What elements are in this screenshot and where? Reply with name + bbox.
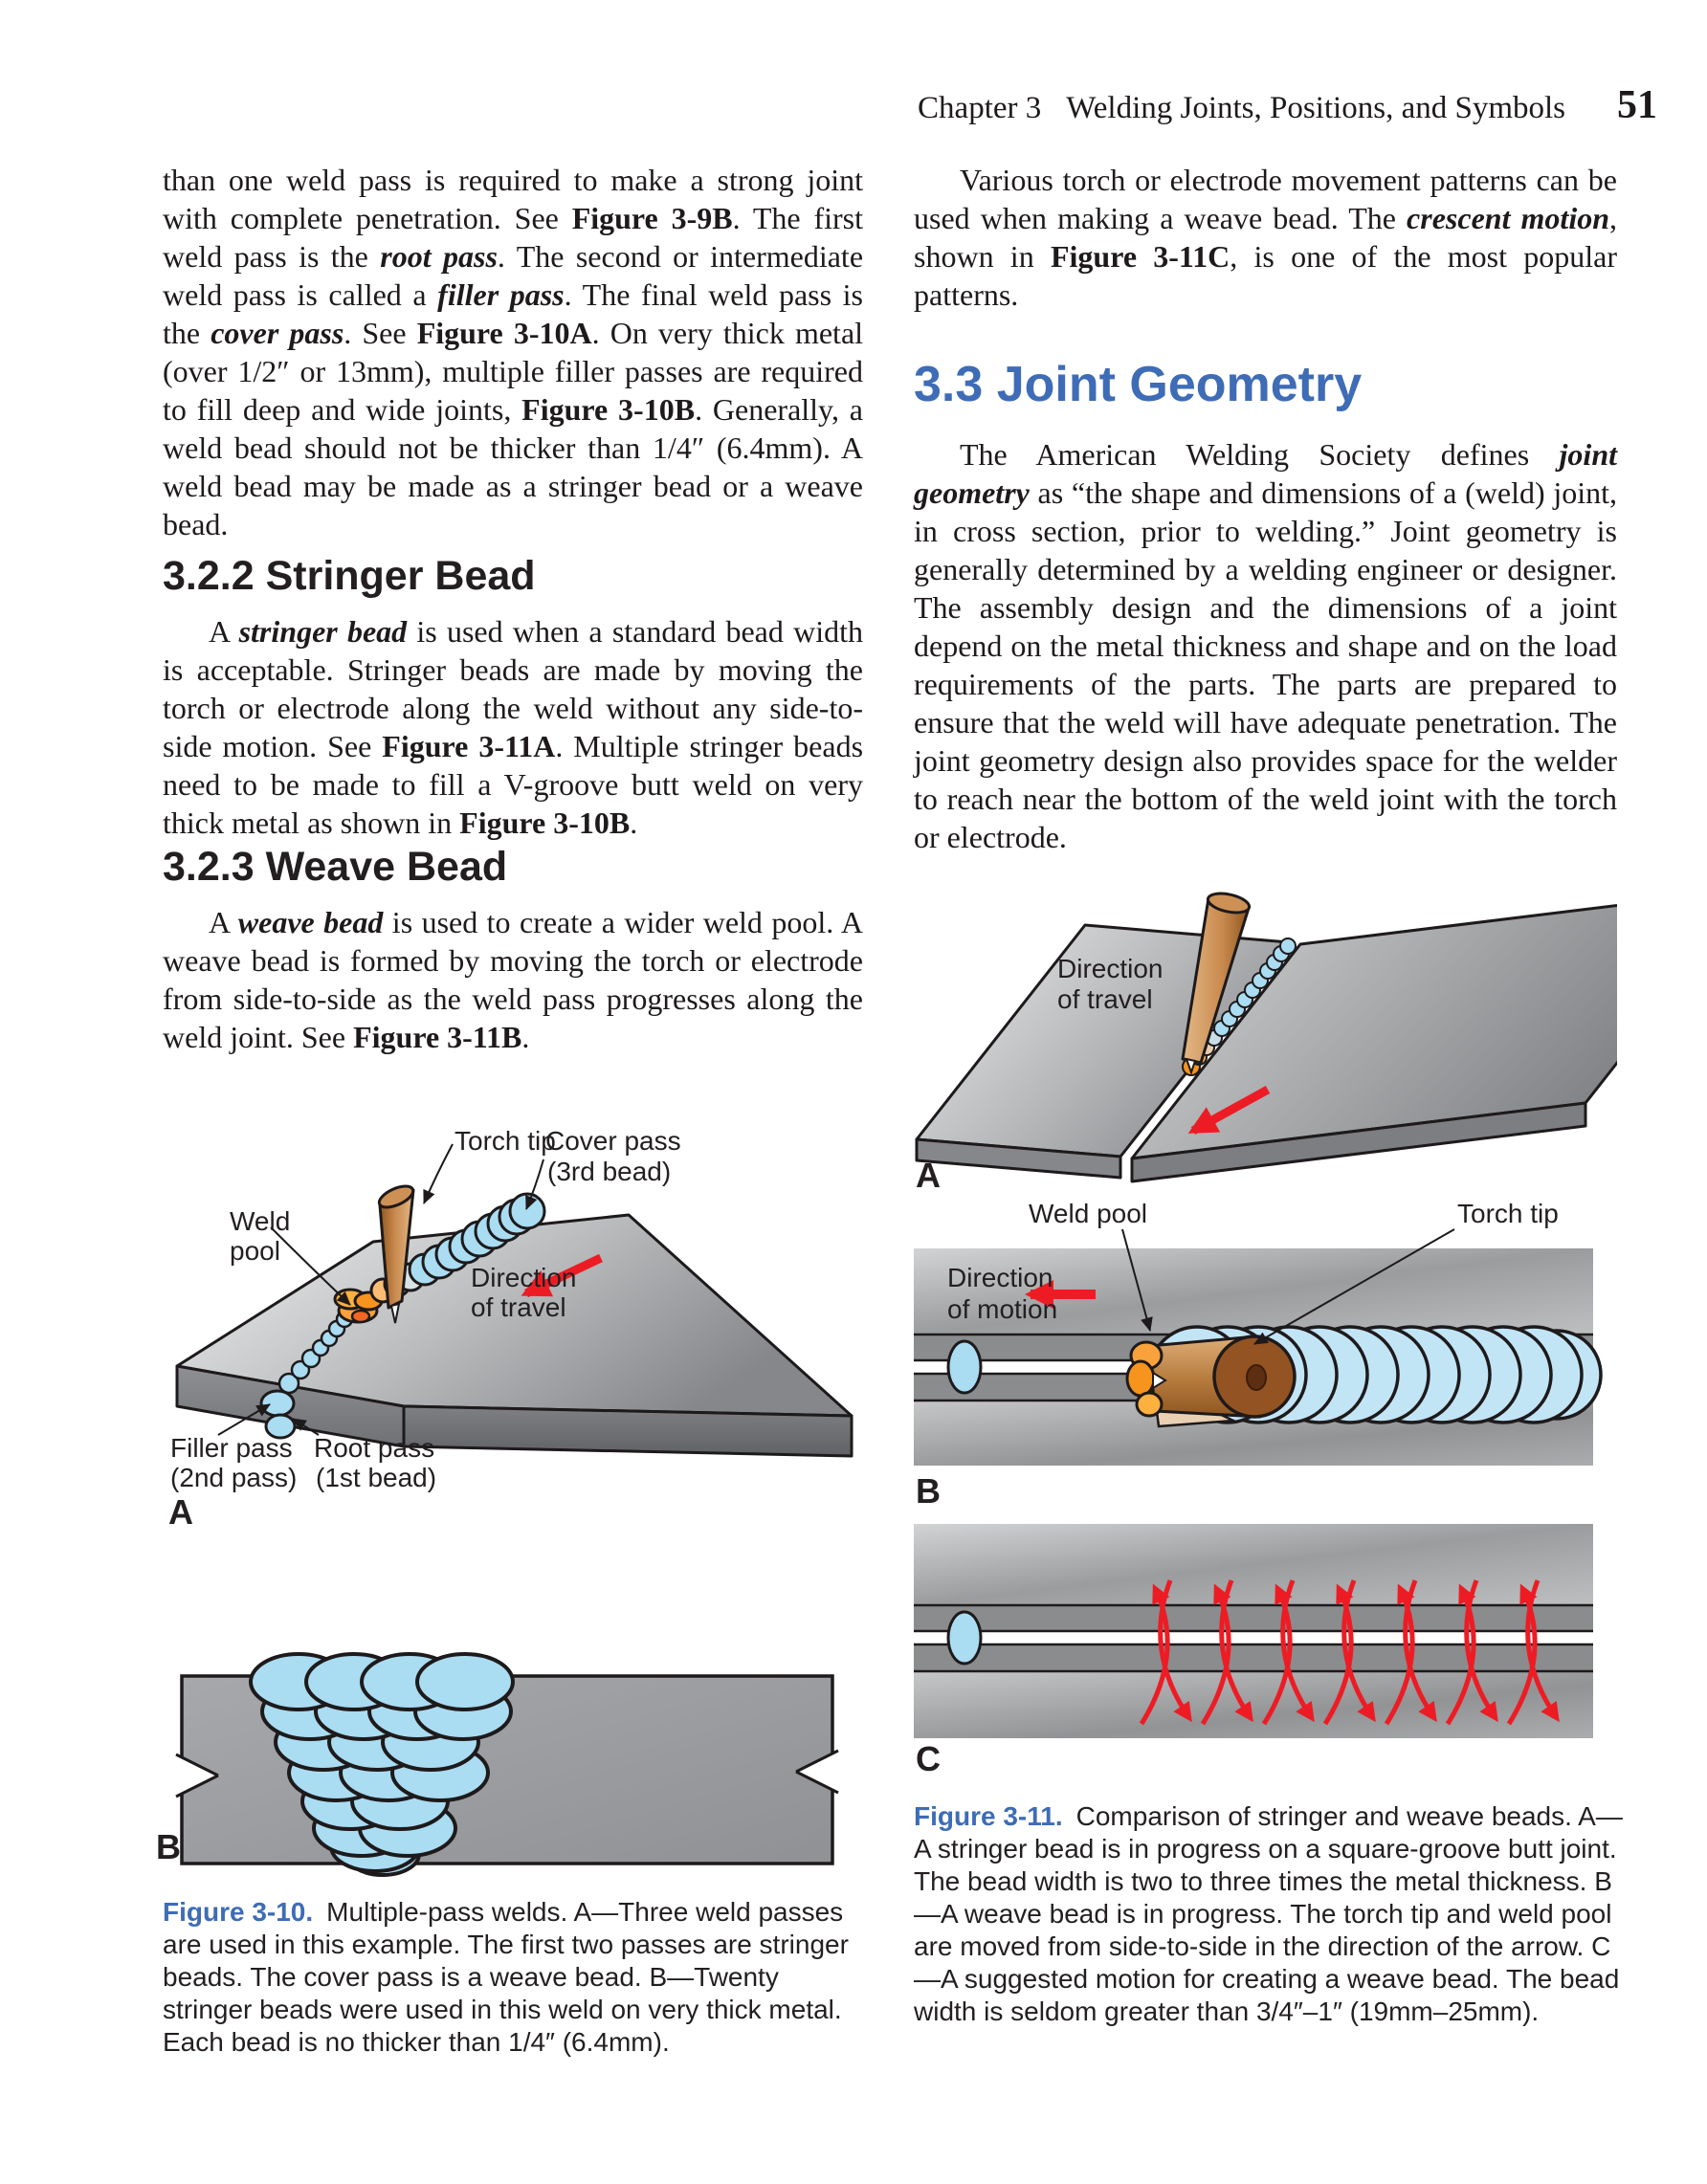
label-weld-pool: Weld: [230, 1206, 291, 1236]
heading-3-2-3: 3.2.3 Weave Bead: [163, 844, 508, 890]
figure-3-11-caption: [914, 1800, 1624, 2028]
label-cover-pass: Cover pass: [545, 1129, 681, 1156]
label-filler-pass: Filler pass: [170, 1433, 293, 1463]
figure-3-11a-tag: A: [916, 1156, 941, 1195]
figure-3-10-caption-text: Multiple-pass welds. A—Three weld passes are used in this example. The first two passes are stringer beads. The cover pass is a weave bead. B—Twenty stringer beads were used in this weld on very thick metal. Each bead is no thicker than 1/4″ (6.4mm).: [163, 1897, 849, 2057]
right-paragraph-1: Various torch or electrode movement patterns can be used when making a weave bead. The crescent motion, shown in Figure 3-11C, is one of the most popular patterns.: [914, 163, 1618, 312]
label-direction-2: of travel: [1057, 984, 1153, 1014]
figure-3-11-caption-label: Figure 3-11.: [914, 1801, 1063, 1831]
chapter-number: Chapter 3: [918, 91, 1042, 125]
figure-3-10b-tag: B: [156, 1827, 181, 1866]
page-number: 51: [1617, 83, 1657, 127]
label-root-pass-2: (1st bead): [316, 1463, 437, 1492]
label-direction-2: of motion: [947, 1294, 1058, 1324]
figure-3-10a-tag: A: [168, 1492, 193, 1532]
figure-3-11c-illustration: [914, 1521, 1617, 1746]
label-weld-pool-2: pool: [230, 1236, 280, 1266]
label-weld-pool: Weld pool: [1029, 1199, 1148, 1228]
label-direction-2: of travel: [471, 1292, 566, 1322]
label-direction: Direction: [947, 1263, 1053, 1292]
figure-3-11b-tag: B: [916, 1471, 941, 1511]
tack-weld: [948, 1341, 981, 1393]
heading-3-2-2: 3.2.2 Stringer Bead: [163, 553, 536, 599]
figure-3-11-caption-text: Comparison of stringer and weave beads. A—A stringer bead is in progress on a square-groove butt joint. The bead width is two to three times the metal thickness. B—A weave bead is in progress. The torch tip and weld pool are moved from side-to-side in the direction of the arrow. C—A suggested motion for creating a weave bead. The bead width is seldom greater than 3/4″–1″ (19mm–25mm).: [914, 1801, 1623, 2026]
figure-3-11c-tag: C: [916, 1739, 941, 1778]
right-paragraph-2: The American Welding Society defines joint geometry as “the shape and dimensions of a (weld) joint, in cross section, prior to welding.” Joint geometry is generally determined by a welding engineer or designer. The assembly design and the dimensions of a joint depend on the metal thickness and shape and on the load requirements of the parts. The parts are prepared to ensure that the weld will have adequate penetration. The joint geometry design also provides space for the welder to reach near the bottom of the weld joint with the torch or electrode.: [914, 437, 1617, 854]
page-header: [918, 82, 1657, 128]
label-direction: Direction: [471, 1263, 577, 1292]
left-paragraph-3: A weave bead is used to create a wider weld pool. A weave bead is formed by moving the torch or electrode from side-to-side as the weld pass progresses along the weld joint. See Figure 3-11B.: [163, 905, 864, 1054]
butt-joint-plates: [914, 1524, 1593, 1738]
figure-3-11a-illustration: [914, 866, 1617, 1186]
left-paragraph-2: A stringer bead is used when a standard bead width is acceptable. Stringer beads are made by moving the torch or electrode along the weld without any side-to-side motion. See Figure 3-11A. Multiple stringer beads need to be made to fill a V-groove butt weld on very thick metal as shown in Figure 3-10B.: [163, 614, 864, 840]
label-direction: Direction: [1057, 954, 1164, 983]
figure-3-11b-illustration: [914, 1191, 1617, 1478]
left-paragraph-1: than one weld pass is required to make a strong joint with complete penetration. See Figure 3-9B. The first weld pass is the root pass. The second or intermediate weld pass is called a filler pass. The final weld pass is the cover pass. See Figure 3-10A. On very thick metal (over 1/2″ or 13mm), multiple filler passes are required to fill deep and wide joints, Figure 3-10B. Generally, a weld bead should not be thicker than 1/4″ (6.4mm). A weld bead may be made as a stringer bead or a weave bead.: [163, 163, 864, 541]
label-torch-tip: Torch tip: [454, 1129, 556, 1156]
label-cover-pass-2: (3rd bead): [547, 1157, 672, 1186]
figure-3-10-caption-label: Figure 3-10.: [163, 1897, 314, 1927]
label-filler-pass-2: (2nd pass): [170, 1463, 298, 1492]
figure-3-10b-illustration: [163, 1636, 863, 1886]
tack-weld: [948, 1612, 981, 1664]
heading-3-3: 3.3 Joint Geometry: [914, 357, 1363, 412]
torch-graphic: [1149, 1336, 1295, 1426]
chapter-title: Welding Joints, Positions, and Symbols: [1066, 91, 1565, 125]
figure-3-10a-illustration: [163, 1129, 863, 1535]
label-root-pass: Root pass: [314, 1433, 435, 1463]
label-torch-tip: Torch tip: [1457, 1199, 1559, 1228]
figure-3-10-caption: [163, 1896, 873, 2059]
